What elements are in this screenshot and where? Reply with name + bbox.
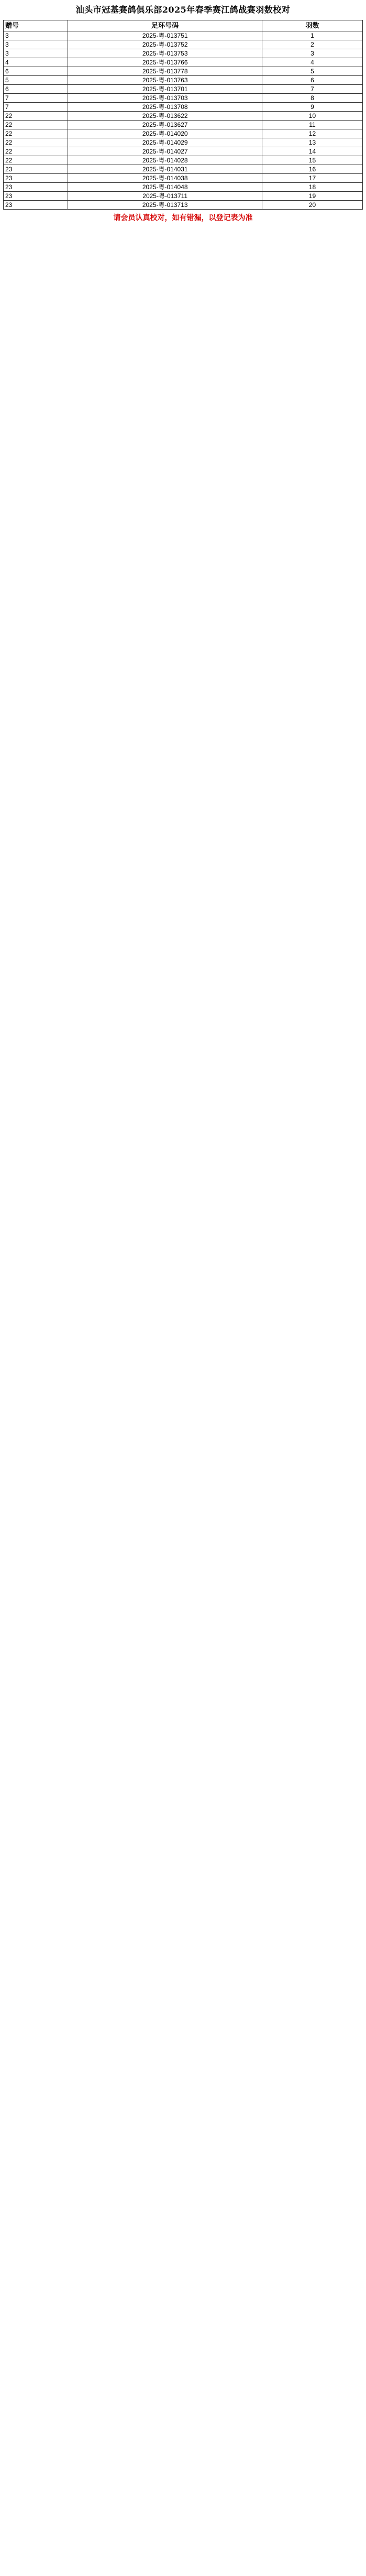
table-row — [4, 165, 363, 174]
table-row — [4, 58, 363, 67]
cell-id: 22 — [4, 112, 68, 121]
cell-ticket: 2025-粤-013766 — [68, 58, 262, 67]
cell-ticket: 2025-粤-014038 — [68, 174, 262, 183]
cell-ticket: 2025-粤-013713 — [68, 201, 262, 210]
cell-id: 7 — [4, 94, 68, 103]
cell-ticket: 2025-粤-014048 — [68, 183, 262, 192]
table-row — [4, 67, 363, 76]
footer-note: 请会员认真校对，如有错漏，以登记表为准 — [113, 213, 253, 222]
cell-id: 22 — [4, 138, 68, 147]
cell-count: 3 — [262, 49, 362, 58]
table-row — [4, 174, 363, 183]
cell-count: 19 — [262, 192, 362, 201]
cell-count: 6 — [262, 76, 362, 85]
cell-count: 12 — [262, 129, 362, 138]
header-row — [4, 20, 363, 31]
cell-ticket: 2025-粤-013752 — [68, 40, 262, 49]
cell-id: 3 — [4, 40, 68, 49]
cell-id: 6 — [4, 85, 68, 94]
cell-count: 8 — [262, 94, 362, 103]
cell-count: 15 — [262, 156, 362, 165]
cell-ticket: 2025-粤-013751 — [68, 31, 262, 40]
table-row — [4, 121, 363, 129]
cell-id: 22 — [4, 121, 68, 129]
cell-id: 5 — [4, 76, 68, 85]
cell-id: 23 — [4, 192, 68, 201]
cell-ticket: 2025-粤-013703 — [68, 94, 262, 103]
cell-count: 13 — [262, 138, 362, 147]
cell-ticket: 2025-粤-014031 — [68, 165, 262, 174]
table-row — [4, 49, 363, 58]
cell-count: 17 — [262, 174, 362, 183]
table-row — [4, 40, 363, 49]
cell-ticket: 2025-粤-013627 — [68, 121, 262, 129]
table-row — [4, 94, 363, 103]
cell-id: 23 — [4, 183, 68, 192]
table-row — [4, 156, 363, 165]
cell-count: 4 — [262, 58, 362, 67]
cell-ticket: 2025-粤-014020 — [68, 129, 262, 138]
cell-ticket: 2025-粤-013753 — [68, 49, 262, 58]
cell-ticket: 2025-粤-013763 — [68, 76, 262, 85]
roster-table — [3, 20, 363, 210]
table-header — [4, 20, 363, 31]
cell-count: 18 — [262, 183, 362, 192]
cell-count: 2 — [262, 40, 362, 49]
table-row — [4, 103, 363, 112]
cell-count: 16 — [262, 165, 362, 174]
cell-count: 9 — [262, 103, 362, 112]
table-body — [4, 31, 363, 210]
cell-count: 5 — [262, 67, 362, 76]
cell-count: 10 — [262, 112, 362, 121]
cell-id: 23 — [4, 201, 68, 210]
column-header-count: 羽数 — [262, 20, 362, 31]
cell-ticket: 2025-粤-013778 — [68, 67, 262, 76]
cell-id: 6 — [4, 67, 68, 76]
cell-id: 22 — [4, 147, 68, 156]
cell-count: 11 — [262, 121, 362, 129]
table-row — [4, 138, 363, 147]
column-header-ticket: 足环号码 — [68, 20, 262, 31]
column-header-id: 赠号 — [4, 20, 68, 31]
table-row — [4, 129, 363, 138]
table-row — [4, 31, 363, 40]
cell-id: 4 — [4, 58, 68, 67]
cell-count: 14 — [262, 147, 362, 156]
table-row — [4, 76, 363, 85]
cell-id: 7 — [4, 103, 68, 112]
cell-id: 3 — [4, 49, 68, 58]
cell-id: 3 — [4, 31, 68, 40]
cell-ticket: 2025-粤-014027 — [68, 147, 262, 156]
page-title: 汕头市冠基赛鸽俱乐部2025年春季赛江鸽战赛羽数校对 — [75, 5, 291, 15]
cell-ticket: 2025-粤-013711 — [68, 192, 262, 201]
cell-ticket: 2025-粤-014028 — [68, 156, 262, 165]
cell-ticket: 2025-粤-013622 — [68, 112, 262, 121]
table-row — [4, 112, 363, 121]
cell-count: 20 — [262, 201, 362, 210]
cell-count: 1 — [262, 31, 362, 40]
cell-id: 22 — [4, 156, 68, 165]
cell-id: 23 — [4, 174, 68, 183]
cell-id: 22 — [4, 129, 68, 138]
cell-ticket: 2025-粤-014029 — [68, 138, 262, 147]
table-row — [4, 85, 363, 94]
table-row — [4, 201, 363, 210]
cell-ticket: 2025-粤-013708 — [68, 103, 262, 112]
table-row — [4, 192, 363, 201]
cell-count: 7 — [262, 85, 362, 94]
cell-ticket: 2025-粤-013701 — [68, 85, 262, 94]
cell-id: 23 — [4, 165, 68, 174]
table-row — [4, 147, 363, 156]
table-row — [4, 183, 363, 192]
